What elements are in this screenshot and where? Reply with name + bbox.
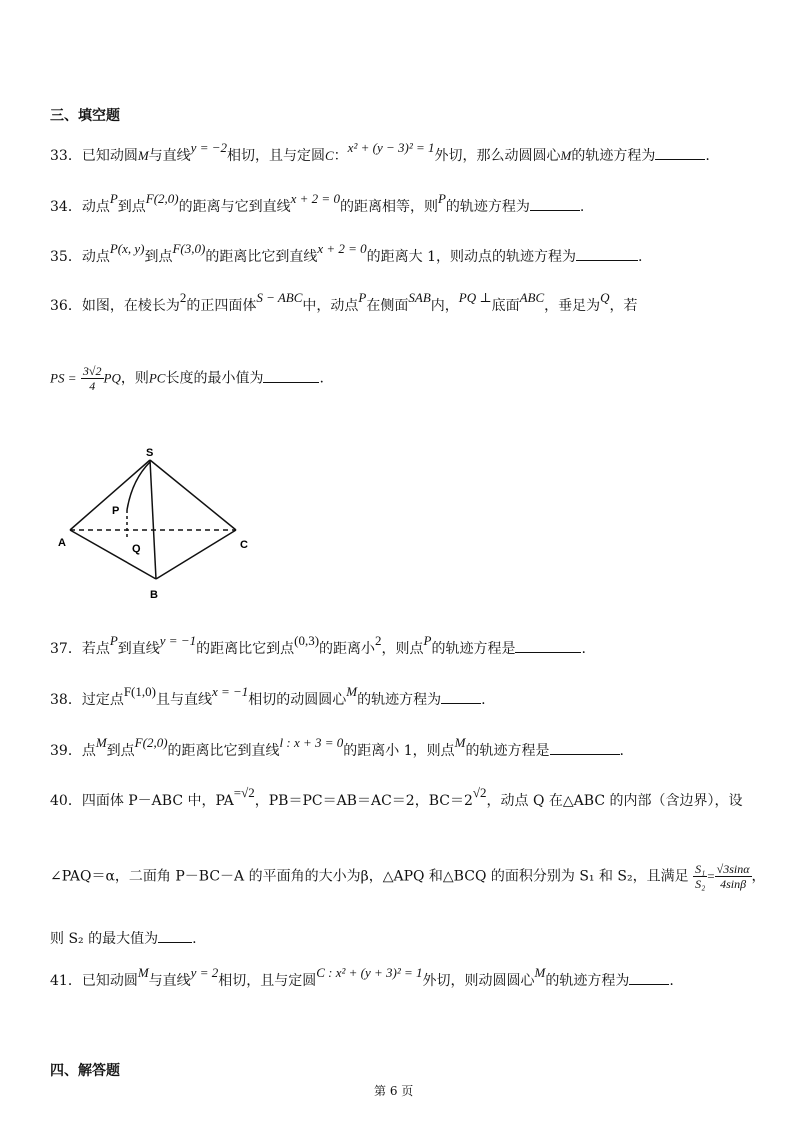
q38-text: 相切的动圆圆心 (248, 692, 347, 708)
q39-var: M (95, 735, 107, 750)
q38-text: 的轨迹方程为 (357, 692, 442, 708)
q37-var: P (423, 633, 432, 648)
page-number: 第 6 页 (374, 1084, 414, 1098)
q34-end: . (579, 199, 585, 215)
q37-text: 到直线 (117, 641, 160, 657)
q40-fraction-sin (715, 862, 752, 891)
q35-formula: P(x, y) (109, 241, 145, 256)
q38-text: 且与直线 (155, 692, 212, 708)
q36-text: 在侧面 (366, 298, 409, 314)
q36-text: 的正四面体 (186, 298, 257, 314)
q36-text: 长度的最小值为 (165, 370, 264, 387)
q40-text: ，PB＝PC＝AB＝AC＝2，BC＝2 (254, 793, 473, 809)
label-a: A (58, 537, 66, 549)
q33-text: 相切，且与定圆 (227, 148, 325, 164)
q41-text: 外切，则动圆圆心 (422, 973, 535, 989)
q41-formula: C : x² + (y + 3)² = 1 (316, 965, 423, 980)
answer-blank[interactable] (515, 638, 581, 653)
q35-text: 到点 (144, 249, 173, 265)
q33-text: 的轨迹方程为 (571, 148, 656, 164)
q37-text: ，则点 (381, 641, 424, 657)
label-p: P (112, 505, 120, 517)
q36-formula: PS = (50, 370, 77, 386)
q33-var: M (137, 148, 149, 163)
q39-text: 的距离小 1，则点 (343, 743, 455, 759)
q40-fraction-s (693, 862, 707, 891)
q35-formula: x + 2 = 0 (317, 241, 367, 256)
q41-formula: y = 2 (190, 965, 219, 980)
q41-text: 与直线 (148, 973, 191, 989)
q35-text: 35．动点 (50, 249, 110, 265)
q33-end: . (705, 148, 710, 164)
q34-var: P (109, 191, 118, 206)
q36-formula: S − ABC (256, 290, 303, 305)
fraction-numerator: 3√2 (82, 364, 102, 378)
section-title-fill-in: 三、填空题 (50, 108, 120, 124)
q34-text: 到点 (117, 199, 146, 215)
q33-text: 与直线 (148, 148, 191, 164)
q34-var: P (437, 191, 446, 206)
q37-text: 的轨迹方程是 (431, 641, 516, 657)
q41-text: 的轨迹方程为 (545, 973, 630, 989)
q40-end: . (192, 931, 197, 947)
q38-text: 38．过定点 (50, 692, 124, 708)
q37-num: 2 (375, 633, 382, 648)
question-41 (50, 965, 674, 991)
fraction-numerator: √3sinα (716, 862, 750, 876)
q33-var: M (560, 148, 572, 163)
question-36-cont (50, 364, 324, 393)
q36-text: ，若 (609, 298, 638, 314)
q35-text: 的距离比它到直线 (205, 249, 318, 265)
q34-formula: x + 2 = 0 (290, 191, 340, 206)
q36-text: 内， (430, 298, 459, 314)
edge-sa (70, 460, 150, 530)
q40-text: ，动点 Q 在△ABC 的内部（含边界），设 (486, 793, 743, 809)
q38-formula: x = −1 (211, 684, 249, 699)
q36-formula: PQ (103, 370, 121, 386)
q38-end: . (481, 692, 486, 708)
label-b: B (150, 589, 158, 601)
q36-formula: ABC (519, 290, 545, 305)
fraction-denominator: 4 (89, 379, 96, 393)
label-q: Q (132, 543, 141, 555)
label-s: S (146, 447, 154, 459)
q36-formula: PQ ⊥ (458, 290, 492, 305)
q37-formula: (0,3) (294, 633, 320, 648)
q34-text: 的轨迹方程为 (445, 199, 530, 215)
q36-end: . (319, 370, 324, 387)
q34-text: 的距离相等，则 (339, 199, 438, 215)
q36-text: ，垂足为 (544, 298, 601, 314)
question-40 (50, 785, 743, 811)
question-40-cont2 (50, 928, 197, 949)
q36-text: 中，动点 (302, 298, 359, 314)
q36-text: 底面 (491, 298, 520, 314)
q33-var: C (325, 148, 334, 163)
q36-num: 2 (179, 290, 187, 305)
q37-text: 的距离小 (319, 641, 376, 657)
q39-var: M (454, 735, 466, 750)
q33-text: 33．已知动圆 (50, 148, 138, 164)
q41-text: 相切，且与定圆 (218, 973, 317, 989)
q33-text: ： (333, 148, 348, 164)
answer-blank[interactable] (530, 196, 580, 211)
answer-blank[interactable] (655, 145, 705, 160)
question-34 (50, 191, 585, 217)
q37-var: P (109, 633, 118, 648)
question-38 (50, 684, 486, 710)
q36-var: Q (600, 290, 610, 305)
q39-formula: l : x + 3 = 0 (279, 735, 344, 750)
q36-var: P (358, 290, 367, 305)
answer-blank[interactable] (158, 928, 192, 943)
q35-text: 的距离大 1，则动点的轨迹方程为 (366, 249, 577, 265)
question-37 (50, 633, 586, 659)
q39-end: . (619, 743, 624, 759)
fraction-denominator: 4sinβ (720, 877, 747, 891)
q40-eq: = (707, 868, 715, 884)
q34-text: 34．动点 (50, 199, 110, 215)
q34-formula: F(2,0) (145, 191, 179, 206)
answer-blank[interactable] (263, 368, 319, 383)
q40-text: 则 S₂ 的最大值为 (50, 931, 159, 947)
q40-end: ， (751, 868, 766, 885)
q33-text: 外切，那么动圆圆心 (434, 148, 561, 164)
q41-var: M (534, 965, 546, 980)
q40-text: 40．四面体 P－ABC 中，PA (50, 793, 234, 809)
q36-text: 36．如图，在棱长为 (50, 298, 180, 314)
answer-blank[interactable] (441, 689, 481, 704)
q37-formula: y = −1 (159, 633, 197, 648)
section-title-answer: 四、解答题 (50, 1063, 120, 1079)
answer-blank[interactable] (550, 740, 620, 755)
question-40-cont (50, 862, 766, 891)
answer-blank[interactable] (629, 970, 669, 985)
q40-text: ∠PAQ＝α，二面角 P－BC－A 的平面角的大小为β，△APQ 和△BCQ 的面积分别为 S₁ 和 S₂，且满足 (50, 868, 689, 885)
q41-text: 41．已知动圆 (50, 973, 138, 989)
edge-bc (156, 530, 236, 579)
q41-var: M (137, 965, 149, 980)
q36-formula: SAB (408, 290, 431, 305)
q35-end: . (638, 249, 643, 265)
edge-sb (150, 460, 156, 579)
q35-formula: F(3,0) (172, 241, 206, 256)
q40-eq: = (233, 785, 242, 800)
answer-blank[interactable] (576, 246, 638, 261)
q37-text: 的距离比它到点 (196, 641, 295, 657)
question-36 (50, 290, 638, 316)
q39-formula: F(2,0) (134, 735, 168, 750)
q36-text: ，则 (120, 370, 149, 387)
q39-text: 的距离比它到直线 (167, 743, 280, 759)
q33-formula: x² + (y − 3)² = 1 (347, 140, 435, 155)
q37-text: 37．若点 (50, 641, 110, 657)
q39-text: 到点 (106, 743, 135, 759)
edge-sc (150, 460, 236, 530)
q37-end: . (581, 641, 586, 657)
q39-text: 39．点 (50, 743, 96, 759)
q40-formula: √2 (472, 785, 487, 800)
fraction-denominator: S₂ (695, 877, 706, 891)
question-35 (50, 241, 643, 267)
q36-fraction (81, 364, 104, 393)
question-39 (50, 735, 624, 761)
label-c: C (240, 539, 248, 551)
q39-text: 的轨迹方程是 (465, 743, 550, 759)
q40-formula: √2 (241, 785, 255, 800)
q38-var: M (346, 684, 358, 699)
q34-text: 的距离与它到直线 (178, 199, 291, 215)
q41-end: . (669, 973, 674, 989)
tetrahedron-figure (50, 440, 270, 610)
edge-ab (70, 530, 156, 579)
q36-var: PC (148, 370, 166, 386)
question-33 (50, 140, 710, 166)
fraction-numerator: S₁ (695, 862, 706, 876)
q38-formula: F(1,0) (123, 684, 156, 699)
q33-formula: y = −2 (190, 140, 227, 155)
